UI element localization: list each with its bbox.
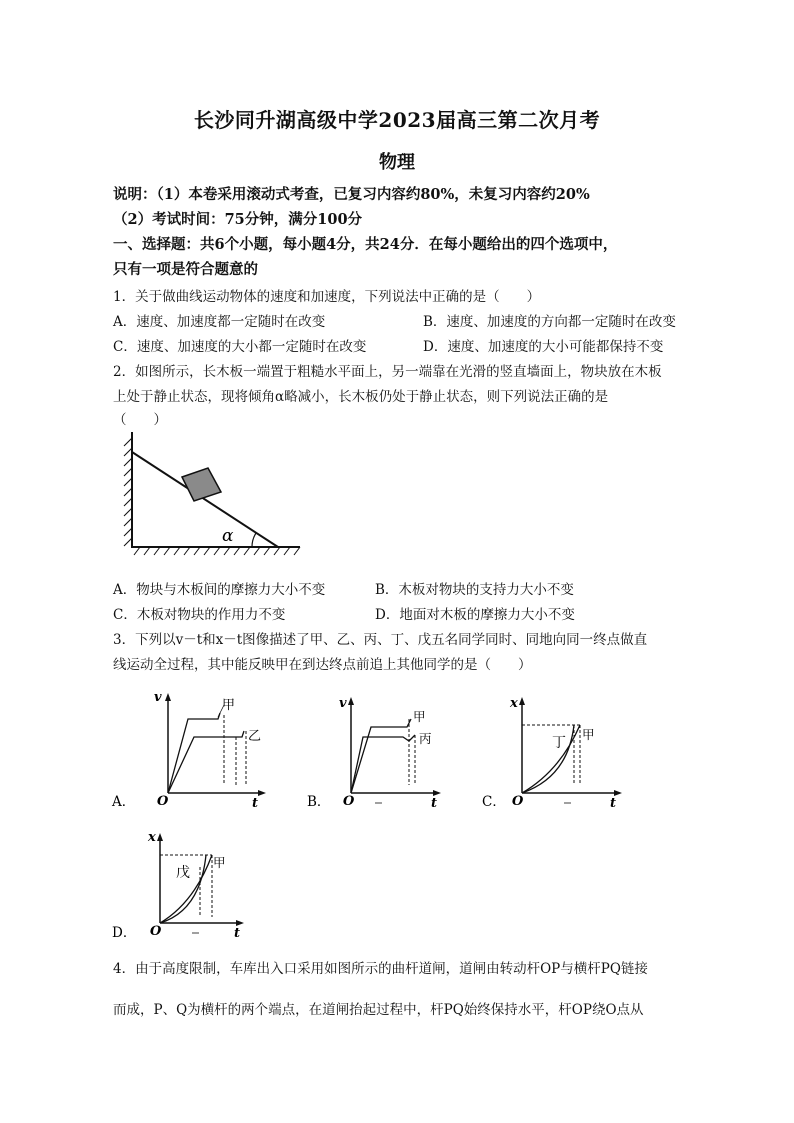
graph-a-label-jia: 甲 bbox=[222, 698, 236, 713]
graph-b-option: B． bbox=[307, 794, 331, 810]
q3-stem-line-1: 3．下列以v－t和x－t图像描述了甲、乙、丙、丁、戊五名同学同时、同地向同一终点做直 bbox=[113, 632, 648, 648]
graph-b-curve-jia bbox=[351, 719, 411, 793]
board-line bbox=[132, 452, 278, 547]
q1-option-c: C．速度、加速度的大小都一定随时在改变 bbox=[113, 339, 367, 355]
graph-a-xaxis: t bbox=[252, 796, 259, 811]
graph-d-yaxis: x bbox=[148, 830, 156, 845]
graph-c-curve-jia bbox=[522, 725, 580, 793]
q2-stem-line-2: 上处于静止状态，现将倾角α略减小，长木板仍处于静止状态，则下列说法正确的是 bbox=[113, 389, 609, 405]
block bbox=[182, 468, 221, 501]
graph-b-curve-bing bbox=[351, 735, 415, 793]
subject-title: 物理 bbox=[379, 152, 415, 173]
graph-c-yaxis: x bbox=[510, 696, 518, 711]
graph-b-xaxis: t bbox=[431, 796, 438, 811]
exam-title: 长沙同升湖高级中学2023届高三第二次月考 bbox=[193, 108, 601, 132]
q1-stem: 1．关于做曲线运动物体的速度和加速度，下列说法中正确的是（ ） bbox=[113, 289, 541, 305]
note-line-1: 说明：（1）本卷采用滚动式考查，已复习内容约80%，未复习内容约20% bbox=[113, 186, 590, 203]
incline-diagram bbox=[120, 430, 310, 560]
q2-option-d: D．地面对木板的摩擦力大小不变 bbox=[375, 607, 575, 623]
graph-d-label-wu: 戊 bbox=[176, 865, 190, 881]
graph-a bbox=[110, 685, 280, 813]
section-heading-line-1: 一、选择题：共6个小题，每小题4分，共24分．在每小题给出的四个选项中， bbox=[113, 236, 618, 253]
graph-c-label-jia: 甲 bbox=[582, 727, 595, 742]
graph-b bbox=[305, 685, 475, 813]
graph-b-origin: O bbox=[343, 794, 355, 809]
graph-d-option: D． bbox=[112, 925, 137, 941]
graph-b-label-bing: 丙 bbox=[419, 731, 432, 746]
q2-option-c: C．木板对物块的作用力不变 bbox=[113, 607, 286, 623]
q2-option-b: B．木板对物块的支持力大小不变 bbox=[375, 582, 574, 598]
graph-c bbox=[480, 685, 640, 813]
graph-a-curve-yi bbox=[168, 731, 244, 793]
q1-option-d: D．速度、加速度的大小可能都保持不变 bbox=[423, 339, 664, 355]
graph-d-origin: O bbox=[150, 924, 162, 939]
section-heading-line-2: 只有一项是符合题意的 bbox=[113, 261, 258, 278]
q1-option-b: B．速度、加速度的方向都一定随时在改变 bbox=[423, 314, 676, 330]
graph-a-origin: O bbox=[157, 794, 169, 809]
angle-arc bbox=[252, 533, 256, 547]
q2-stem-line-3: （ ） bbox=[113, 412, 167, 428]
graph-a-curve-jia bbox=[168, 713, 220, 793]
graph-c-origin: O bbox=[512, 794, 524, 809]
graph-b-label-jia: 甲 bbox=[413, 709, 426, 724]
graph-b-yaxis: v bbox=[339, 696, 347, 711]
graph-d bbox=[110, 825, 270, 943]
note-line-2: （2）考试时间：75分钟，满分100分 bbox=[113, 211, 363, 228]
graph-a-option: A． bbox=[112, 794, 136, 810]
graph-c-label-ding: 丁 bbox=[552, 735, 566, 751]
q2-stem-line-1: 2．如图所示，长木板一端置于粗糙水平面上，另一端靠在光滑的竖直墙面上，物块放在木板 bbox=[113, 364, 662, 380]
q3-stem-line-2: 线运动全过程，其中能反映甲在到达终点前追上其他同学的是（ ） bbox=[113, 657, 532, 673]
q4-line-1: 4．由于高度限制，车库出入口采用如图所示的曲杆道闸，道闸由转动杆OP与横杆PQ链接 bbox=[113, 961, 648, 977]
q2-option-a: A．物块与木板间的摩擦力大小不变 bbox=[113, 582, 326, 598]
q1-option-a: A．速度、加速度都一定随时在改变 bbox=[113, 314, 326, 330]
graph-c-option: C． bbox=[482, 794, 506, 810]
graph-c-curve-ding bbox=[522, 725, 574, 793]
graph-d-label-jia: 甲 bbox=[213, 855, 226, 870]
q4-line-2: 而成，P、Q为横杆的两个端点，在道闸抬起过程中，杆PQ始终保持水平，杆OP绕O点从 bbox=[113, 1002, 644, 1018]
graph-a-yaxis: v bbox=[154, 690, 162, 705]
graph-c-xaxis: t bbox=[610, 796, 617, 811]
graph-a-label-yi: 乙 bbox=[248, 729, 262, 744]
graph-d-xaxis: t bbox=[234, 926, 241, 941]
angle-label: α bbox=[222, 526, 234, 546]
